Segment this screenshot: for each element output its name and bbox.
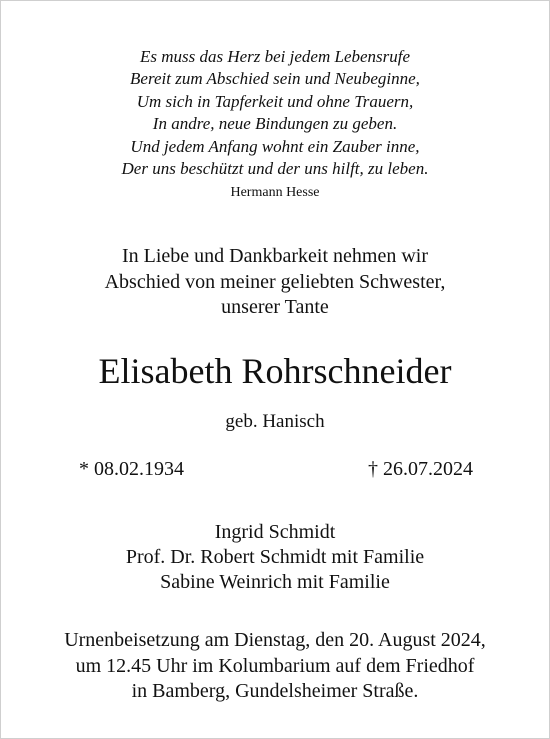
service-line: in Bamberg, Gundelsheimer Straße. [131, 680, 419, 702]
family-member: Ingrid Schmidt [214, 521, 336, 543]
intro-line: In Liebe und Dankbarkeit nehmen wir [121, 245, 428, 267]
poem-line: Es muss das Herz bei jedem Lebensrufe [139, 47, 411, 66]
intro-text [0, 244, 550, 321]
intro-line: Abschied von meiner geliebten Schwester, [104, 270, 446, 293]
family-signatories [0, 520, 550, 595]
service-line: um 12.45 Uhr im Kolumbarium auf dem Friedhof [75, 654, 475, 677]
family-member: Sabine Weinrich mit Familie [160, 571, 390, 593]
poem-line: Um sich in Tapferkeit und ohne Trauern, [136, 91, 414, 111]
poem-author: Hermann Hesse [230, 185, 320, 200]
poem-line: In andre, neue Bindungen zu geben. [152, 114, 398, 134]
death-date: † 26.07.2024 [368, 458, 473, 480]
poem-line: Der uns beschützt und der uns hilft, zu leben. [121, 159, 429, 179]
poem-line: Und jedem Anfang wohnt ein Zauber inne, [130, 136, 420, 156]
poem [0, 46, 550, 180]
deceased-name: Elisabeth Rohrschneider [98, 351, 452, 391]
service-details [0, 628, 550, 705]
family-member: Prof. Dr. Robert Schmidt mit Familie [125, 546, 425, 568]
poem-line: Bereit zum Abschied sein und Neubeginne, [130, 69, 420, 89]
maiden-name: geb. Hanisch [225, 411, 325, 432]
service-line: Urnenbeisetzung am Dienstag, den 20. August 2024, [64, 629, 486, 651]
birth-date: * 08.02.1934 [79, 458, 184, 480]
intro-line: unserer Tante [221, 296, 329, 318]
